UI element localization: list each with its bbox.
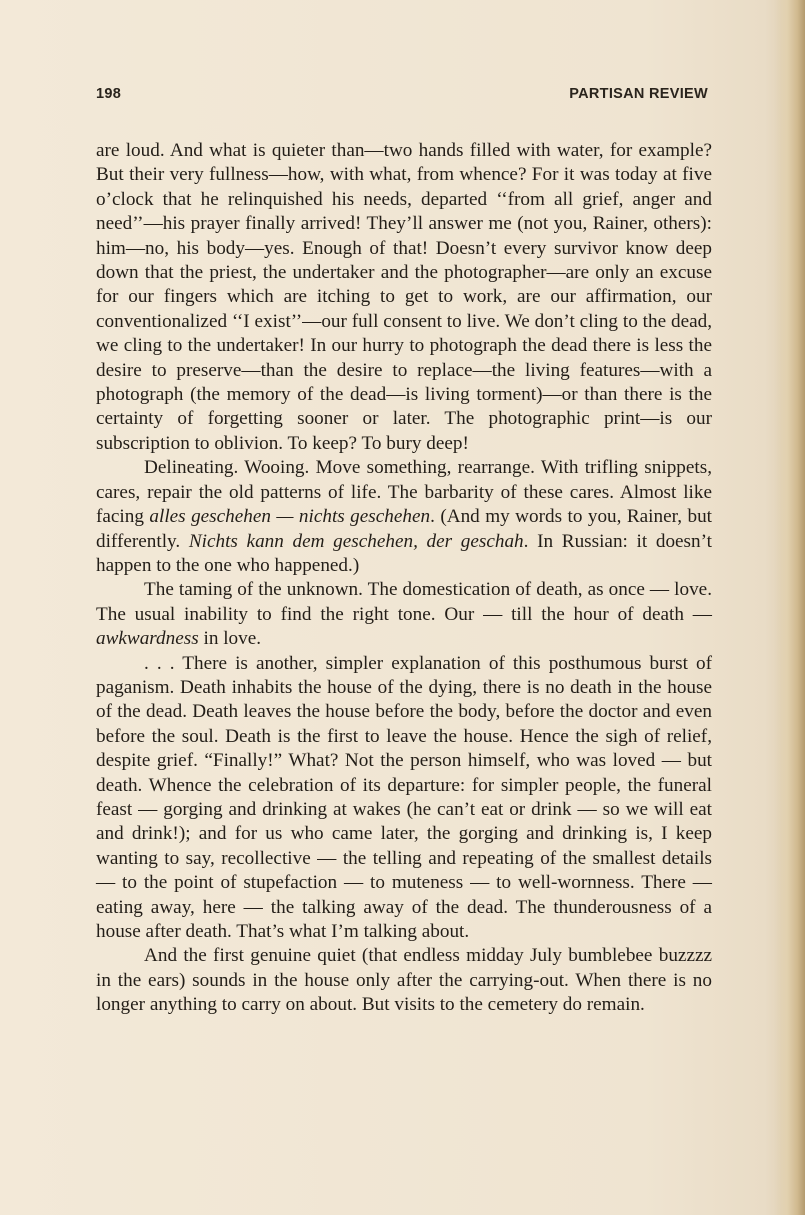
paragraph-3-text-a: The taming of the unknown. The domestication of death, as once — love. The usual inability to find the right tone. Our — till the hour of death —	[96, 579, 712, 625]
body-text	[96, 139, 712, 1018]
page-number: 198	[96, 86, 122, 102]
paragraph-3-italic: awkwardness	[96, 628, 199, 650]
running-head	[96, 86, 708, 108]
paragraph-5: And the first genuine quiet (that endless midday July bumblebee buzzzz in the ears) sounds in the house only after the carrying-out. When there is no longer anything to carry on about. But visits to the cemetery do remain.	[96, 945, 712, 1016]
book-spine-shadow	[775, 0, 805, 1215]
journal-title: PARTISAN REVIEW	[569, 86, 708, 102]
paragraph-3-text-b: in love.	[198, 628, 262, 650]
paragraph-2-text-b: . (And my words to you, Rainer, but differently.	[96, 506, 712, 552]
paragraph-2-text-a: Delineating. Wooing. Move something, rearrange. With trifling snippets, cares, repair the old patterns of life. The barbarity of these cares. Almost like facing	[96, 457, 712, 528]
paragraph-4: . . . There is another, simpler explanation of this posthumous burst of paganism. Death inhabits the house of the dying, there is no death in the house of the dead. Death leaves the house before the body, before the doctor and even before the soul. Death is the first to leave the house. Hence the sigh of relief, despite grief. “Finally!” What? Not the person himself, who was loved — but death. Whence the celebration of its departure: for simpler people, the funeral feast — gorging and drinking at wakes (he can’t eat or drink — so we will eat and drink!); and for us who came later, the gorging and drinking is, I keep wanting to say, recollective — the telling and repeating of the smallest details — to the point of stupefaction — to muteness — to well-wornness. There — eating away, here — the talking away of the dead. The thunderousness of a house after death. That’s what I’m talking about.	[96, 652, 712, 942]
paragraph-2-text-c: . In Russian: it doesn’t happen to the one who happened.)	[96, 530, 712, 576]
paragraph-3	[96, 578, 712, 651]
paragraph-2-italic-1: alles geschehen — nichts geschehen	[149, 506, 431, 528]
paragraph-2-italic-2: Nichts kann dem geschehen, der geschah	[188, 530, 524, 552]
paragraph-2	[96, 456, 712, 578]
paragraph-1: are loud. And what is quieter than—two hands filled with water, for example? But their very fullness—how, with what, from whence? For it was today at five o’clock that he relinquished his needs, departed ‘‘from all grief, anger and need’’—his prayer finally arrived! They’ll answer me (not you, Rainer, others): him—no, his body—yes. Enough of that! Doesn’t every survivor know deep down that the priest, the undertaker and the photographer—are only an excuse for our fingers which are itching to get to work, are our affirmation, our conventionalized ‘‘I exist’’—our full consent to live. We don’t cling to the dead, we cling to the undertaker! In our hurry to photograph the dead there is less the desire to preserve—than the desire to replace—the living features—with a photograph (the memory of the dead—is living torment)—or than there is the certainty of forgetting sooner or later. The photographic print—is our subscription to oblivion. To keep? To bury deep!	[96, 140, 712, 454]
